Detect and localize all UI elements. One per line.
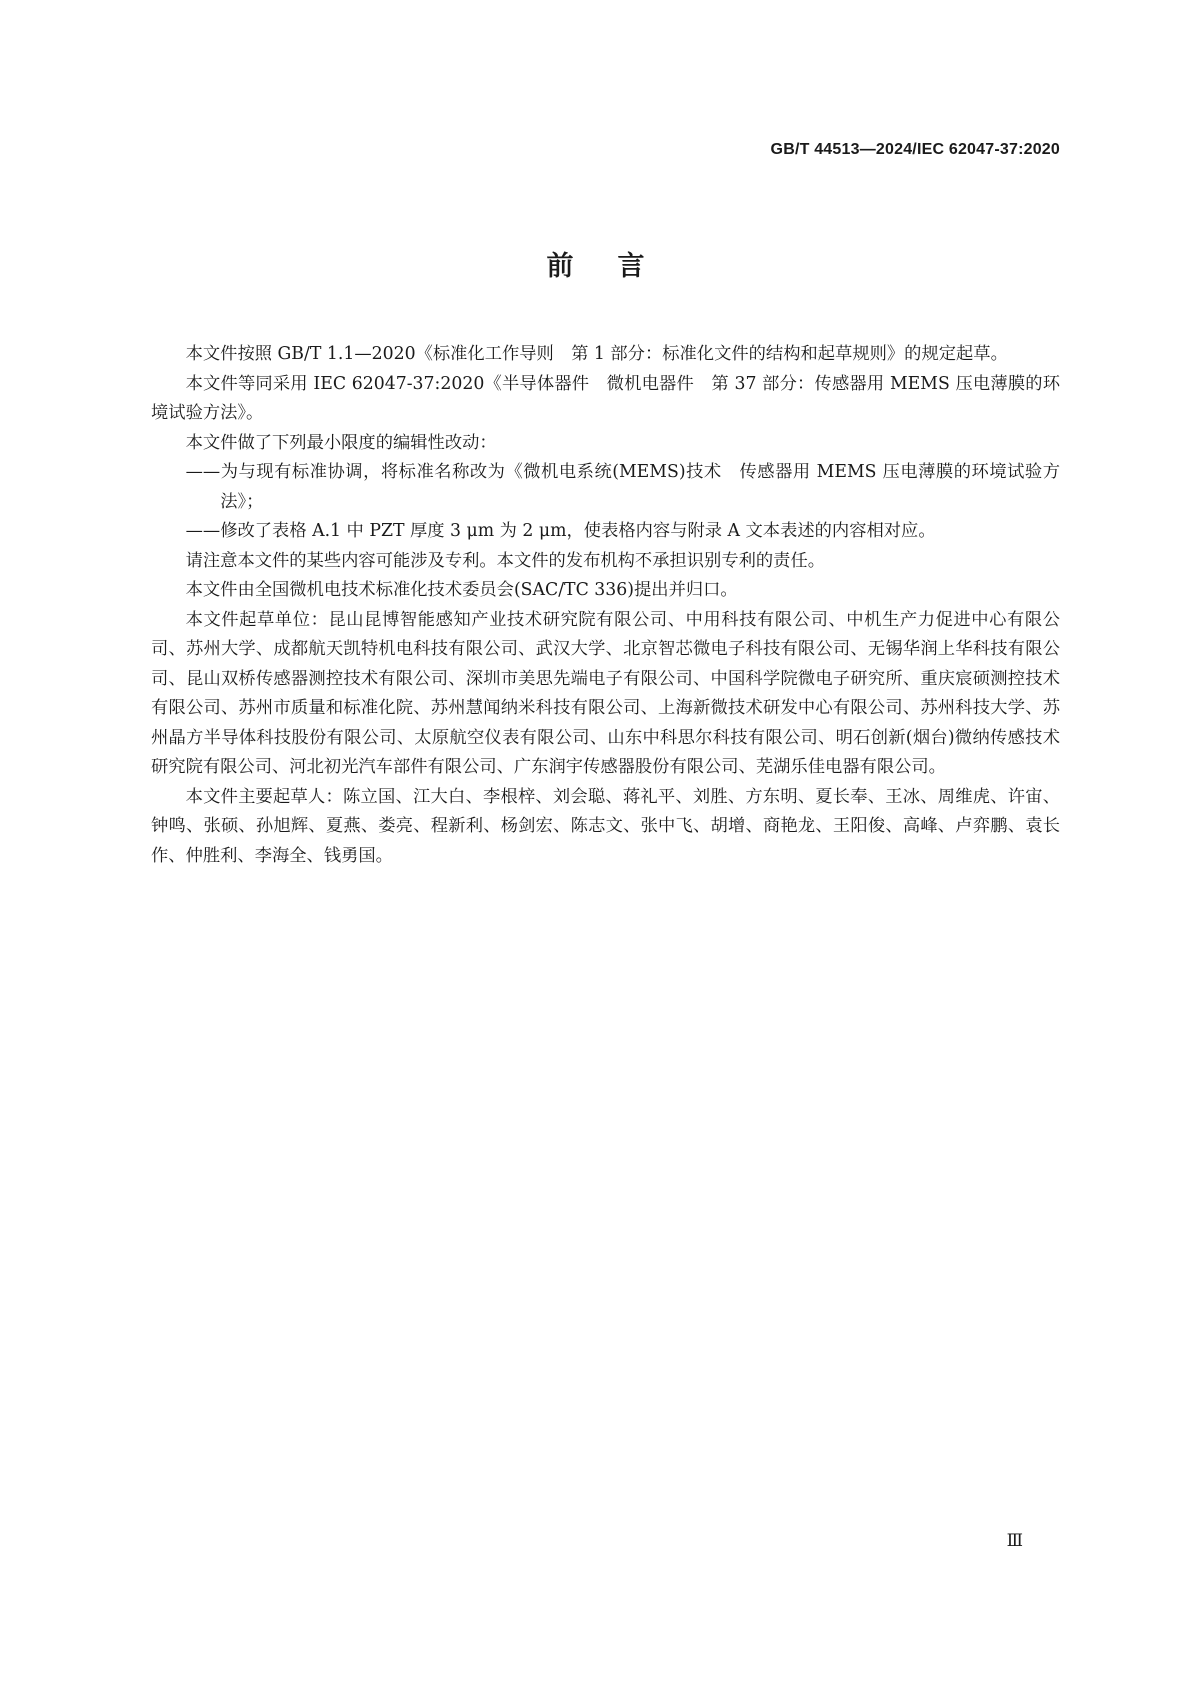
page-title: 前言 [546,251,689,282]
paragraph-drafters: 本文件主要起草人：陈立国、江大白、李根梓、刘会聪、蒋礼平、刘胜、方东明、夏长奉、王冰、周维虎、许宙、钟鸣、张硕、孙旭辉、夏燕、娄亮、程新利、杨剑宏、陈志文、张中飞、胡增、商艳龙、王阳俊、高峰、卢弈鹏、袁长作、仲胜利、李海全、钱勇国。 [151,786,1060,866]
list-item-text: 为与现有标准协调，将标准名称改为《微机电系统(MEMS)技术 传感器用 MEMS 压电薄膜的环境试验方法》； [220,462,1060,512]
dash-marker: —— [185,462,221,482]
paragraph-drafting-rules: 本文件按照 GB/T 1.1—2020《标准化工作导则 第 1 部分：标准化文件的结构和起草规则》的规定起草。 [185,344,1008,364]
paragraph-equivalent-adoption: 本文件等同采用 IEC 62047-37:2020《半导体器件 微机电器件 第 37 部分：传感器用 MEMS 压电薄膜的环境试验方法》。 [151,373,1060,423]
paragraph-proposer: 本文件由全国微机电技术标准化技术委员会(SAC/TC 336)提出并归口。 [185,580,738,600]
list-item-table-change [151,517,1060,547]
standard-code-header: GB/T 44513—2024/IEC 62047-37:2020 [770,141,1060,158]
dash-marker: —— [185,521,221,541]
paragraph-drafting-units: 本文件起草单位：昆山昆博智能感知产业技术研究院有限公司、中用科技有限公司、中机生产力促进中心有限公司、苏州大学、成都航天凯特机电科技有限公司、武汉大学、北京智芯微电子科技有限公司、无锡华润上华科技有限公司、昆山双桥传感器测控技术有限公司、深圳市美思先端电子有限公司、中国科学院微电子研究所、重庆宸硕测控技术有限公司、苏州市质量和标准化院、苏州慧闻纳米科技有限公司、上海新微技术研发中心有限公司、苏州科技大学、苏州晶方半导体科技股份有限公司、太原航空仪表有限公司、山东中科思尔科技有限公司、明石创新(烟台)微纳传感技术研究院有限公司、河北初光汽车部件有限公司、广东润宇传感器股份有限公司、芜湖乐佳电器有限公司。 [151,609,1060,777]
paragraph-editorial-changes: 本文件做了下列最小限度的编辑性改动： [185,432,497,453]
foreword-body [151,340,1060,871]
paragraph-patent-notice: 请注意本文件的某些内容可能涉及专利。本文件的发布机构不承担识别专利的责任。 [185,550,826,571]
page-number: Ⅲ [1006,1531,1023,1550]
list-item-text: 修改了表格 A.1 中 PZT 厚度 3 μm 为 2 μm，使表格内容与附录 A 文本表述的内容相对应。 [220,521,936,541]
list-item-name-change [151,458,1060,517]
